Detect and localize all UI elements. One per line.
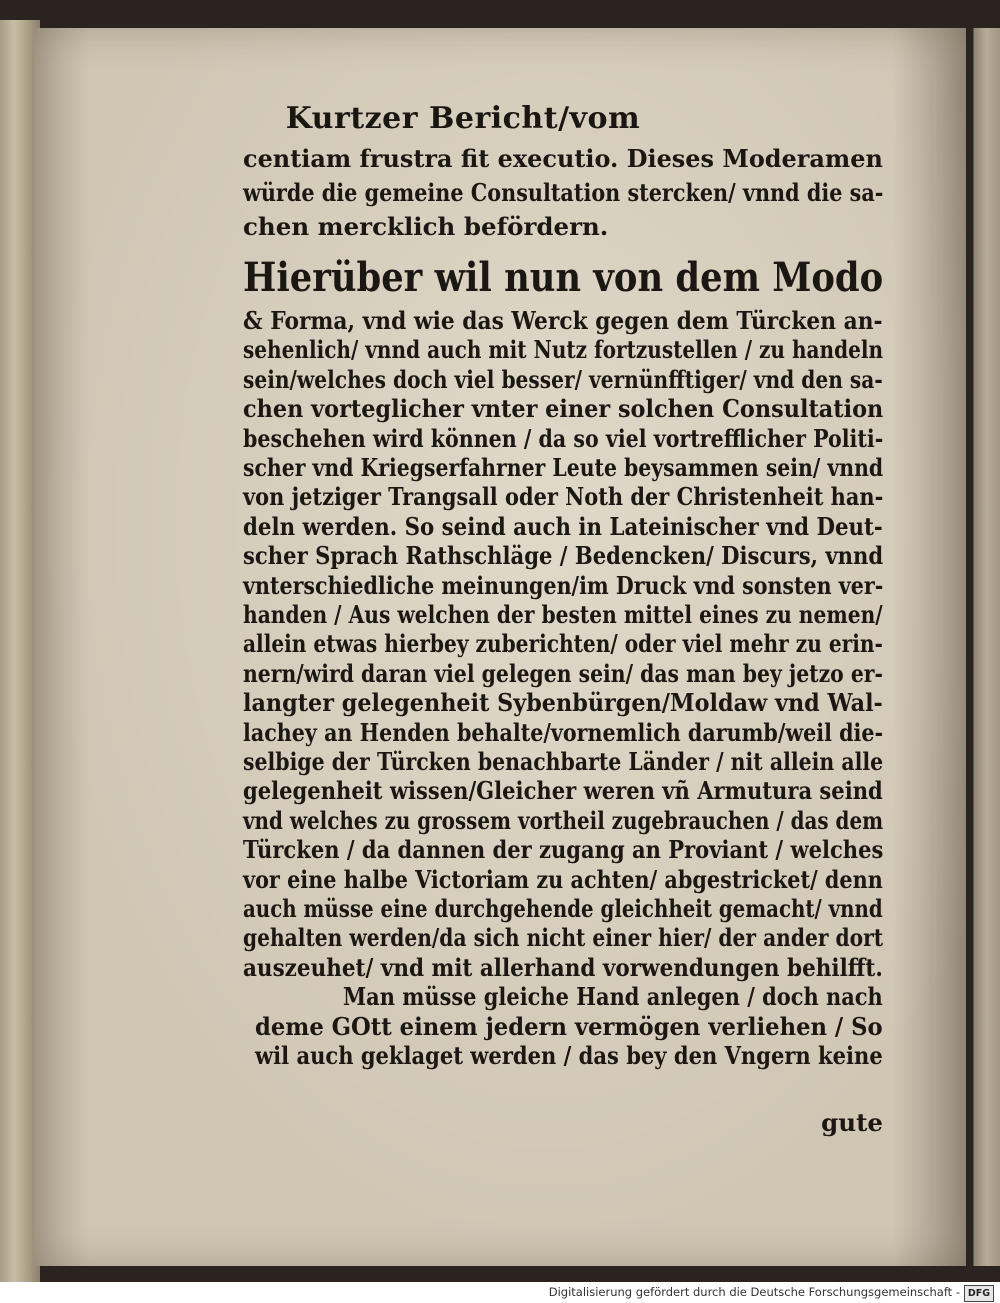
book-right-edge xyxy=(966,28,1000,1266)
text-line: centiam frustra fit executio. Dieses Moderamen xyxy=(243,144,883,173)
text-line: deln werden. So seind auch in Lateinischer vnd Deut- xyxy=(243,511,883,541)
text-line: wil auch geklaget werden / das bey den Vngern keine xyxy=(255,1041,883,1070)
catchword: gute xyxy=(821,1108,883,1137)
text-line: selbige der Türcken benachbarte Länder / nit allein alle xyxy=(243,747,884,776)
text-line: gehalten werden/da sich nicht einer hier/ der ander dort xyxy=(243,923,884,953)
text-line: sehenlich/ vnnd auch mit Nutz fortzustellen / zu handeln xyxy=(243,335,884,365)
text-line: gelegenheit wissen/Gleicher weren vñ Armutura seind xyxy=(243,776,883,806)
text-line: chen vorteglicher vnter einer solchen Consultation xyxy=(243,394,884,424)
text-line: vnterschiedliche meinungen/im Druck vnd sonsten ver- xyxy=(243,570,884,600)
paragraph-initial-line: Hierüber wil nun von dem Modo xyxy=(243,254,884,301)
text-line: handen / Aus welchen der besten mittel eines zu nemen/ xyxy=(243,600,883,629)
text-line: nern/wird daran viel gelegen sein/ das man bey jetzo er- xyxy=(243,658,883,688)
text-line: auszeuhet/ vnd mit allerhand vorwendungen behilfft. xyxy=(243,952,883,982)
text-line: scher vnd Kriegserfahrner Leute beysammen sein/ vnnd xyxy=(243,453,884,482)
text-line: vor eine halbe Victoriam zu achten/ abgestricket/ denn xyxy=(243,864,883,894)
text-line: scher Sprach Rathschläge / Bedencken/ Discurs, vnnd xyxy=(243,541,884,571)
text-line: auch müsse eine durchgehende gleichheit gemacht/ vnnd xyxy=(243,894,883,923)
text-line: allein etwas hierbey zuberichten/ oder viel mehr zu erin- xyxy=(243,629,883,659)
text-line: sein/welches doch viel besser/ vernünfftiger/ vnd den sa- xyxy=(243,364,883,394)
text-line: beschehen wird können / da so viel vortrefflicher Politi- xyxy=(243,423,884,453)
text-line: lachey an Henden behalte/vornemlich darumb/weil die- xyxy=(243,717,884,747)
text-line: & Forma, vnd wie das Werck gegen dem Türcken an- xyxy=(243,306,883,335)
text-line: würde die gemeine Consultation stercken/ vnnd die sa- xyxy=(243,178,884,207)
text-line: Türcken / da dannen der zugang an Proviant / welches xyxy=(243,835,884,865)
text-line: chen mercklich befördern. xyxy=(243,212,609,241)
text-line: vnd welches zu grossem vortheil zugebrauchen / das dem xyxy=(243,805,884,835)
text-line: Man müsse gleiche Hand anlegen / doch nach xyxy=(343,982,883,1012)
text-line: deme GOtt einem jedern vermögen verliehen / So xyxy=(255,1011,883,1041)
text-line: langter gelegenheit Sybenbürgen/Moldaw vnd Wal- xyxy=(243,688,883,718)
dfg-logo-icon: DFG xyxy=(964,1285,994,1302)
text-line: von jetziger Trangsall oder Noth der Christenheit han- xyxy=(243,482,884,512)
footer-credit: Digitalisierung gefördert durch die Deutsche Forschungsgemeinschaft - xyxy=(548,1285,960,1299)
footer-bar xyxy=(0,1282,1000,1303)
running-head: Kurtzer Bericht/vom xyxy=(285,101,641,136)
